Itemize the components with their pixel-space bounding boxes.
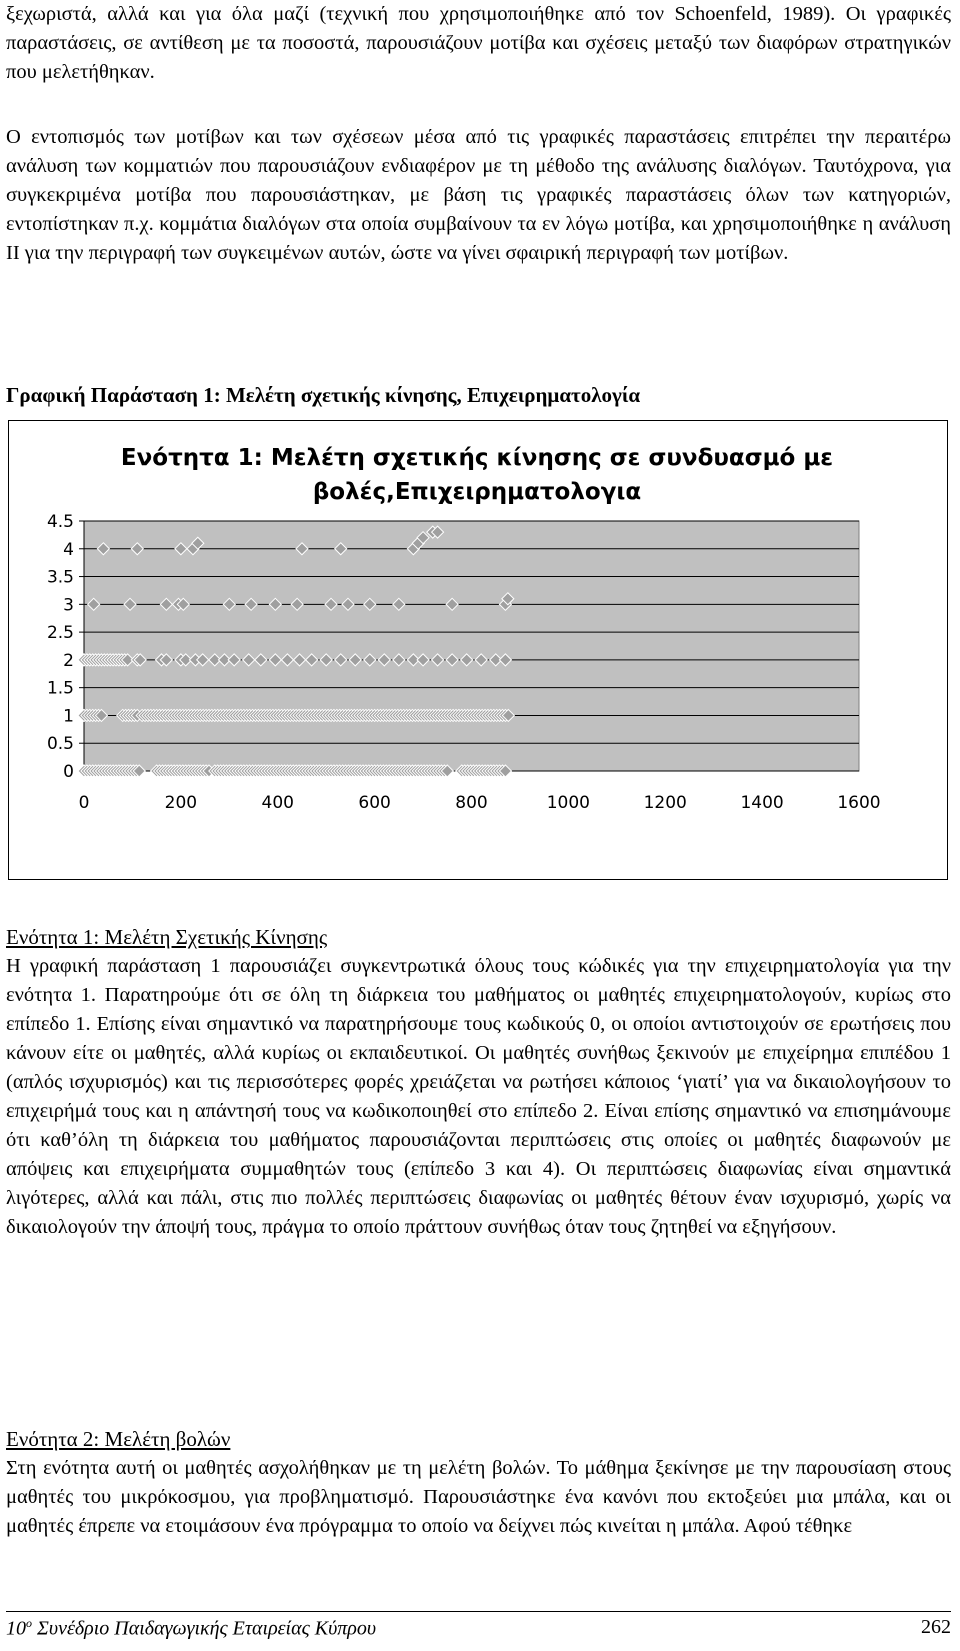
y-tick-label: 3 bbox=[63, 595, 74, 616]
x-tick-label: 800 bbox=[455, 793, 488, 813]
x-tick-label: 0 bbox=[78, 793, 90, 813]
x-tick-label: 1000 bbox=[546, 793, 591, 813]
intro-paragraph: ξεχωριστά, αλλά και για όλα μαζί (τεχνική που χρησιμοποιήθηκε από τον Schoenfeld, 1989). Οι γραφικές παραστάσεις, σε αντίθεση με τα ποσοστά, παρουσιάζουν μοτίβα και σχέσεις μεταξύ των διαφόρων στρατηγικών που μελετήθηκαν. bbox=[6, 3, 951, 83]
footer-ordinal: 10 bbox=[6, 1617, 26, 1640]
footer-rule bbox=[6, 1611, 951, 1612]
y-tick-label: 0 bbox=[63, 762, 74, 782]
y-tick-label: 0.5 bbox=[46, 734, 74, 755]
section-2-body: Στη ενότητα αυτή οι μαθητές ασχολήθηκαν με τη μελέτη βολών. Το μάθημα ξεκίνησε με την παρουσίαση στους μαθητές του μικρόκοσμου, για προβληματισμό. Παρουσιάστηκε ένα κανόνι που εκτοξεύει μια μπάλα, και οι μαθητές έπρεπε να ετοιμάσουν ένα πρόγραμμα το οποίο να δείχνει πώς κινείται η μπάλα. Αφού τέθηκε bbox=[6, 1457, 951, 1537]
y-tick-label: 3.5 bbox=[46, 567, 74, 588]
x-tick-label: 200 bbox=[164, 793, 198, 813]
method-paragraph: Ο εντοπισμός των μοτίβων και των σχέσεων μέσα από τις γραφικές παραστάσεις επιτρέπει την περαιτέρω ανάλυση των κομματιών που παρουσιάζουν ενδιαφέρον με τη μέθοδο της ανάλυσης διαλόγων. Ταυτόχρονα, για συγκεκριμένα μοτίβα που παρουσιάστηκαν, με βάση τις γραφικές παραστάσεις όλων των κατηγοριών, εντοπίστηκαν π.χ. κομμάτια διαλόγων στα οποία συμβαίνουν τα εν λόγω μοτίβα, και χρησιμοποιήθηκε η ανάλυση ΙΙ για την περιγραφή των συγκειμένων αυτών, ώστε να γίνει σφαιρική περιγραφή των μοτίβων. bbox=[6, 126, 951, 264]
y-tick-label: 2 bbox=[63, 650, 74, 671]
x-tick-label: 400 bbox=[261, 793, 294, 813]
chart-frame bbox=[8, 420, 948, 880]
plot-area bbox=[84, 521, 859, 771]
section-2-heading: Ενότητα 2: Μελέτη βολών bbox=[6, 1427, 231, 1451]
x-tick-label: 1600 bbox=[837, 793, 881, 813]
scatter-chart bbox=[9, 421, 946, 878]
y-tick-label: 1.5 bbox=[46, 678, 74, 699]
section-1-heading: Ενότητα 1: Μελέτη Σχετικής Κίνησης bbox=[6, 925, 328, 949]
y-tick-label: 4 bbox=[63, 539, 74, 560]
x-tick-label: 600 bbox=[358, 793, 391, 813]
footer-conference-name: Συνέδριο Παιδαγωγικής Εταιρείας Κύπρου bbox=[37, 1617, 377, 1640]
y-tick-label: 4.5 bbox=[46, 512, 74, 532]
section-1-body: Η γραφική παράσταση 1 παρουσιάζει συγκεντρωτικά όλους τους κώδικές για την επιχειρηματολογία για την ενότητα 1. Παρατηρούμε ότι σε όλη τη διάρκεια του μαθήματος οι μαθητές επιχειρηματολογούν, κυρίως στο επίπεδο 1. Επίσης είναι σημαντικό να παρατηρήσουμε τους κωδικούς 0, οι οποίοι αντιστοιχούν σε ερωτήσεις που κάνουν είτε οι μαθητές, αλλά κυρίως οι εκπαιδευτικοί. Οι μαθητές συνήθως ξεκινούν με επιχείρημα επιπέδου 1 (απλός ισχυρισμός) και τις περισσότερες φορές χρειάζεται να ρωτήσει κάποιος ‘γιατί’ για να δικαιολογήσουν το επιχειρήμά τους και η απάντησή τους να κωδικοποιηθεί στο επίπεδο 2. Είναι επίσης σημαντικό να επισημάνουμε ότι καθ’όλη τη διάρκεια του μαθήματος παρουσιάζονται περιπτώσεις στις οποίες οι μαθητές διαφωνούν με απόψεις και επιχειρήματα συμμαθητών τους (επίπεδο 3 και 4). Οι περιπτώσεις διαφωνίας είναι σημαντικά λιγότερες, αλλά και πάλι, στις πιο πολλές περιπτώσεις διαφωνίας οι μαθητές θέτουν έναν ισχυρισμό, χωρίς να δικαιολογούν την άποψή τους, πράγμα το οποίο πράττουν συνήθως όταν τους ζητηθεί να εξηγήσουν. bbox=[6, 955, 951, 1238]
footer-ordinal-sup: ο bbox=[26, 1616, 32, 1630]
figure-caption: Γραφική Παράσταση 1: Μελέτη σχετικής κίνησης, Επιχειρηματολογία bbox=[6, 383, 641, 407]
x-tick-label: 1200 bbox=[643, 793, 687, 813]
y-tick-label: 1 bbox=[63, 706, 74, 727]
chart-title-line: βολές,Επιχειρηματολογια bbox=[312, 479, 642, 505]
x-tick-label: 1400 bbox=[740, 793, 784, 813]
page-number: 262 bbox=[921, 1616, 951, 1638]
footer-conference bbox=[6, 1616, 376, 1641]
y-tick-label: 2.5 bbox=[46, 623, 74, 644]
chart-title-line: Ενότητα 1: Μελέτη σχετικής κίνησης σε συνδυασμό με bbox=[120, 445, 834, 471]
